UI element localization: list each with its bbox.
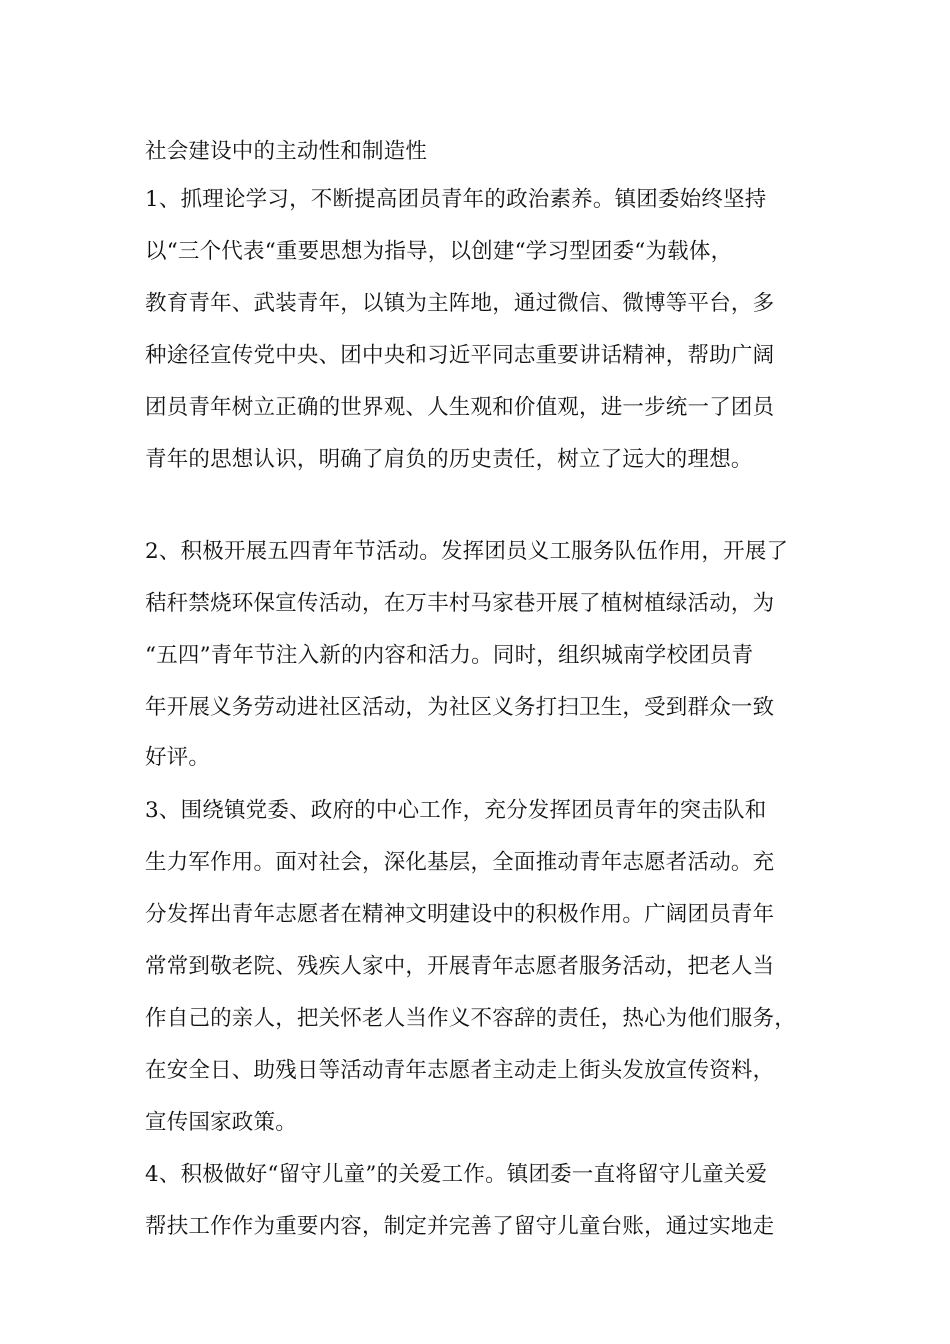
paragraph-3-line-5: 作自己的亲人，把关怀老人当作义不容辞的责任，热心为他们服务， xyxy=(145,1006,797,1031)
paragraph-1-line-4: 种途径宣传党中央、团中央和习近平同志重要讲话精神，帮助广阔 xyxy=(145,343,775,368)
paragraph-1-line-1: 1、抓理论学习，不断提高团员青年的政治素养。镇团委始终坚持 xyxy=(145,187,767,212)
paragraph-3-line-2: 生力军作用。面对社会，深化基层，全面推动青年志愿者活动。充 xyxy=(145,850,775,875)
paragraph-2-line-2: 秸秆禁烧环保宣传活动，在万丰村马家巷开展了植树植绿活动，为 xyxy=(145,591,775,616)
paragraph-4-line-2: 帮扶工作作为重要内容，制定并完善了留守儿童台账，通过实地走 xyxy=(145,1214,775,1239)
paragraph-3-line-4: 常常到敬老院、残疾人家中，开展青年志愿者服务活动，把老人当 xyxy=(145,954,775,979)
paragraph-2-line-5: 好评。 xyxy=(145,745,211,770)
paragraph-1-line-5: 团员青年树立正确的世界观、人生观和价值观，进一步统一了团员 xyxy=(145,395,775,420)
paragraph-2-line-4: 年开展义务劳动进社区活动，为社区义务打扫卫生，受到群众一致 xyxy=(145,695,775,720)
paragraph-1-line-6: 青年的思想认识，明确了肩负的历史责任，树立了远大的理想。 xyxy=(145,447,753,472)
heading-line: 社会建设中的主动性和制造性 xyxy=(145,139,428,164)
paragraph-2-line-3: “五四”青年节注入新的内容和活力。同时，组织城南学校团员青 xyxy=(145,643,754,668)
paragraph-4-line-1: 4、积极做好“留守儿童”的关爱工作。镇团委一直将留守儿童关爱 xyxy=(145,1162,768,1187)
paragraph-3-line-6: 在安全日、助残日等活动青年志愿者主动走上街头发放宣传资料， xyxy=(145,1058,775,1083)
paragraph-2-line-1: 2、积极开展五四青年节活动。发挥团员义工服务队伍作用，开展了 xyxy=(145,539,789,564)
paragraph-3-line-3: 分发挥出青年志愿者在精神文明建设中的积极作用。广阔团员青年 xyxy=(145,902,775,927)
paragraph-3-line-1: 3、围绕镇党委、政府的中心工作，充分发挥团员青年的突击队和 xyxy=(145,798,767,823)
paragraph-1-line-2: 以“三个代表“重要思想为指导，以创建“学习型团委“为载体， xyxy=(145,239,733,264)
paragraph-3-line-7: 宣传国家政策。 xyxy=(145,1110,297,1135)
paragraph-1-line-3: 教育青年、武装青年，以镇为主阵地，通过微信、微博等平台，多 xyxy=(145,291,775,316)
